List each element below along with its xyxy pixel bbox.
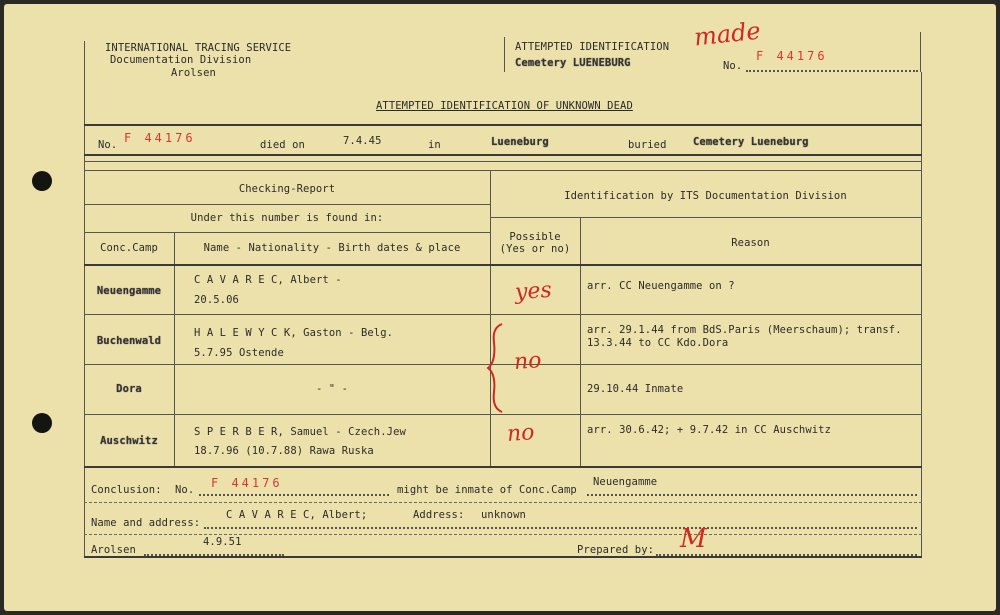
identification-rule bbox=[490, 217, 921, 218]
record-number-stamp: F 44176 bbox=[124, 131, 196, 145]
inmate-label: might be inmate of Conc.Camp bbox=[397, 484, 577, 496]
conclusion-number-stamp: F 44176 bbox=[211, 476, 283, 490]
conclusion-label: Conclusion: bbox=[91, 484, 162, 496]
prepared-by-label: Prepared by: bbox=[577, 544, 655, 556]
frame-bottom-rule bbox=[84, 556, 922, 558]
column-header-rule bbox=[84, 264, 922, 266]
possible-column-subheader: (Yes or no) bbox=[499, 243, 571, 255]
table-top-rule bbox=[84, 170, 922, 171]
checking-report-header: Checking-Report bbox=[238, 183, 336, 195]
camp-column-header: Conc.Camp bbox=[100, 242, 158, 254]
record-no-label: No. bbox=[98, 139, 118, 151]
identification-header: Identification by ITS Documentation Division bbox=[564, 190, 847, 202]
reason-column-header: Reason bbox=[731, 237, 770, 249]
buried-label: buried bbox=[628, 139, 667, 151]
record-rule-2 bbox=[84, 161, 922, 162]
date-value: 4.9.51 bbox=[203, 536, 242, 548]
camp-cell: Buchenwald bbox=[96, 335, 162, 347]
frame-left bbox=[84, 41, 85, 556]
org-city: Arolsen bbox=[171, 67, 216, 79]
header-no-line bbox=[746, 70, 918, 72]
name-address-label: Name and address: bbox=[91, 517, 201, 529]
reason-cell: 29.10.44 Inmate bbox=[587, 383, 684, 395]
address-value: unknown bbox=[481, 509, 526, 521]
row-rule-3 bbox=[84, 414, 922, 415]
record-rule-1 bbox=[84, 154, 922, 156]
birth-cell: 5.7.95 Ostende bbox=[194, 347, 284, 359]
camp-cell: Auschwitz bbox=[100, 435, 158, 447]
reason-cell-continued: 13.3.44 to CC Kdo.Dora bbox=[587, 337, 729, 349]
name-value: C A V A R E C, Albert; bbox=[226, 509, 368, 521]
org-name: INTERNATIONAL TRACING SERVICE bbox=[105, 42, 292, 54]
made-annotation: made bbox=[692, 16, 762, 52]
checking-report-rule bbox=[84, 204, 490, 205]
name-cell: H A L E W Y C K, Gaston - Belg. bbox=[194, 327, 394, 339]
camp-cell: Neuengamme bbox=[96, 285, 162, 297]
org-division: Documentation Division bbox=[110, 54, 252, 66]
reason-cell: arr. 30.6.42; + 9.7.42 in CC Auschwitz bbox=[587, 424, 832, 436]
birth-cell: 18.7.96 (10.7.88) Rawa Ruska bbox=[194, 445, 374, 457]
punch-hole-bottom bbox=[32, 413, 52, 433]
attempt-label: ATTEMPTED IDENTIFICATION bbox=[515, 41, 670, 53]
burial-place: Cemetery Lueneburg bbox=[693, 136, 809, 148]
possible-column-divider bbox=[580, 217, 581, 466]
name-cell: C A V A R E C, Albert - bbox=[194, 274, 342, 286]
camp-column-divider bbox=[174, 232, 175, 466]
header-no-label: No. bbox=[723, 60, 743, 72]
name-cell: S P E R B E R, Samuel - Czech.Jew bbox=[194, 426, 406, 438]
handwritten-bracket bbox=[486, 322, 508, 414]
inmate-line bbox=[587, 494, 917, 496]
reason-cell: arr. CC Neuengamme on ? bbox=[587, 280, 735, 292]
under-number-rule bbox=[84, 232, 490, 233]
name-column-header: Name - Nationality - Birth dates & place bbox=[203, 242, 461, 254]
index-card bbox=[4, 4, 996, 611]
page-title: ATTEMPTED IDENTIFICATION OF UNKNOWN DEAD bbox=[376, 100, 633, 112]
in-label: in bbox=[428, 139, 441, 151]
row-rule-1 bbox=[84, 314, 922, 315]
conclusion-no-line bbox=[199, 494, 389, 496]
conclusion-no-label: No. bbox=[175, 484, 195, 496]
punch-hole-top bbox=[32, 171, 52, 191]
name-address-rule bbox=[84, 534, 922, 535]
inmate-camp: Neuengamme bbox=[593, 476, 658, 488]
reason-cell: arr. 29.1.44 from BdS.Paris (Meerschaum); transf. bbox=[587, 324, 902, 336]
header-number-stamp: F 44176 bbox=[756, 49, 828, 63]
cemetery-stamp: Cemetery LUENEBURG bbox=[515, 57, 631, 69]
preparer-initial: M bbox=[680, 524, 707, 554]
conclusion-rule bbox=[84, 502, 922, 503]
table-middle-divider bbox=[490, 170, 491, 466]
possible-column-header: Possible bbox=[509, 231, 561, 243]
frame-top-rule bbox=[84, 124, 922, 126]
under-number-header: Under this number is found in: bbox=[190, 212, 384, 224]
name-address-line bbox=[204, 527, 917, 529]
table-bottom-rule bbox=[84, 466, 922, 468]
header-box-left bbox=[504, 37, 505, 72]
place-label: Arolsen bbox=[91, 544, 136, 556]
possible-answer-shared: no bbox=[513, 348, 543, 375]
died-label: died on bbox=[260, 139, 305, 151]
possible-answer: yes bbox=[514, 277, 553, 306]
birth-cell: 20.5.06 bbox=[194, 294, 239, 306]
died-date: 7.4.45 bbox=[343, 135, 382, 147]
address-label: Address: bbox=[413, 509, 465, 521]
header-box-right bbox=[920, 32, 921, 72]
death-place: Lueneburg bbox=[491, 136, 549, 148]
possible-answer: no bbox=[506, 420, 536, 447]
name-cell: - " - bbox=[315, 383, 349, 395]
camp-cell: Dora bbox=[116, 383, 142, 395]
